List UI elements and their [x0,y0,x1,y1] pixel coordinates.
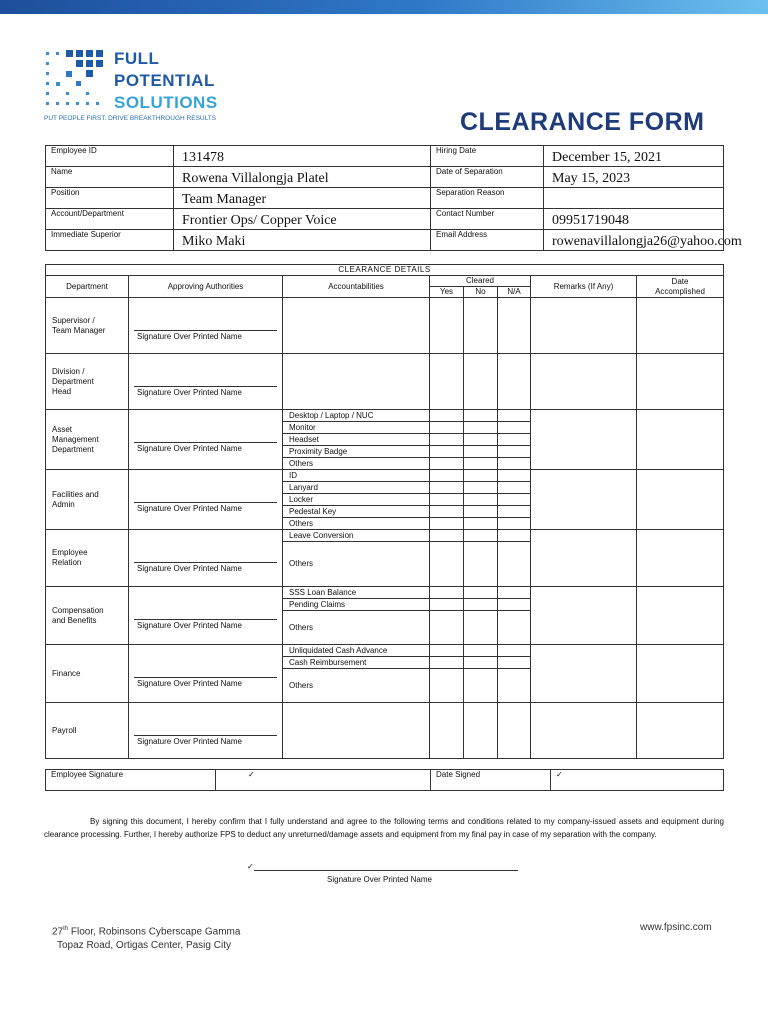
accountabilities-cell [283,587,430,645]
cleared-na-box[interactable] [498,530,530,542]
department-name-line: Head [52,386,72,396]
cleared-no-box-list [464,470,497,529]
cleared-yes-box[interactable] [430,422,463,434]
department-name-line: Team Manager [52,325,106,335]
department-cell [46,645,129,703]
info-value[interactable]: Rowena Villalongja Platel [174,167,431,188]
cleared-yes-box[interactable] [430,669,463,703]
accountability-item: Unliquidated Cash Advance [283,645,429,657]
accountability-item: Desktop / Laptop / NUC [283,410,429,422]
approving-authority-signature[interactable] [129,410,283,470]
cleared-na-box[interactable] [498,542,530,587]
accountability-item-list [283,587,429,644]
clearance-details-title: CLEARANCE DETAILS [46,265,724,276]
cleared-yes-box[interactable] [430,542,463,587]
cleared-no-cell[interactable] [464,470,498,530]
cleared-no-box-list [464,410,497,469]
signature-line [134,735,277,736]
cleared-yes-box[interactable] [430,599,463,611]
cleared-na-cell[interactable] [498,298,531,354]
cleared-yes-cell[interactable] [430,587,464,645]
department-name-line: Supervisor / [52,315,95,325]
approving-authority-signature[interactable] [129,645,283,703]
cleared-yes-box[interactable] [430,657,463,669]
employee-signature-field[interactable]: ✓ [216,770,431,791]
clearance-row [46,530,724,587]
cleared-no-box[interactable] [464,645,497,657]
approving-authority-signature[interactable] [129,298,283,354]
cleared-no-box[interactable] [464,518,497,530]
cleared-na-cell[interactable] [498,354,531,410]
date-signed-field[interactable]: ✓ [551,770,724,791]
department-cell [46,354,129,410]
cleared-no-box-list [464,530,497,586]
accountability-item: ID [283,470,429,482]
cleared-na-cell[interactable] [498,530,531,587]
cleared-yes-box-list [430,470,463,529]
accountability-item: Lanyard [283,482,429,494]
cleared-no-box[interactable] [464,434,497,446]
employee-signature-table [45,769,724,791]
cleared-no-box[interactable] [464,542,497,587]
top-accent-bar [0,0,768,14]
clearance-row [46,298,724,354]
cleared-yes-cell[interactable] [430,410,464,470]
approving-authority-signature[interactable] [129,703,283,759]
accountabilities-cell [283,530,430,587]
accountability-item-list [283,470,429,529]
cleared-na-box[interactable] [498,458,530,470]
company-name-line3: SOLUTIONS [114,93,218,112]
cleared-no-box-list [464,645,497,702]
cleared-yes-box-list [430,410,463,469]
remarks-cell[interactable] [531,645,637,703]
header-department: Department [46,276,129,298]
logo-dots-icon [44,50,108,112]
cleared-no-cell[interactable] [464,530,498,587]
clearance-row [46,470,724,530]
accountabilities-cell [283,354,430,410]
cleared-no-box[interactable] [464,506,497,518]
footer-floor-sup: th [63,926,69,932]
cleared-yes-box[interactable] [430,458,463,470]
signature-caption: Signature Over Printed Name [137,504,242,513]
date-accomplished-cell[interactable] [637,587,724,645]
approving-authority-signature[interactable] [129,530,283,587]
cleared-na-box[interactable] [498,645,530,657]
cleared-yes-box-list [430,530,463,586]
info-value[interactable]: rowenavillalongja26@yahoo.com [544,230,724,251]
cleared-na-box[interactable] [498,434,530,446]
header-remarks: Remarks (If Any) [531,276,637,298]
remarks-cell[interactable] [531,530,637,587]
accountability-item: Headset [283,434,429,446]
date-accomplished-cell[interactable] [637,354,724,410]
department-name-line: Payroll [52,725,77,735]
date-accomplished-cell[interactable] [637,410,724,470]
accountability-item-list [283,645,429,702]
date-accomplished-cell[interactable] [637,470,724,530]
cleared-yes-box[interactable] [430,410,463,422]
signature-caption: Signature Over Printed Name [137,444,242,453]
agreement-body: By signing this document, I hereby confirm that I fully understand and agree to the following terms and conditions related to my company-issued assets and equipment during clearance processing. Further, I hereby authorize FPS to deduct any unreturned/damage assets and equipment from my final pay in case of my separation with the company. [44,817,724,839]
cleared-no-cell[interactable] [464,298,498,354]
signature-line [134,619,277,620]
cleared-na-box[interactable] [498,587,530,599]
cleared-no-box[interactable] [464,657,497,669]
company-name-line1: FULL [114,49,160,68]
accountabilities-cell [283,298,430,354]
info-row [46,188,724,209]
accountability-item: Others [289,518,314,528]
cleared-yes-box[interactable] [430,530,463,542]
department-name-line: Relation [52,558,82,567]
cleared-no-cell[interactable] [464,354,498,410]
signature-line [134,562,277,563]
date-accomplished-cell[interactable] [637,645,724,703]
cleared-na-box[interactable] [498,446,530,458]
cleared-no-box[interactable] [464,458,497,470]
header-accountabilities: Accountabilities [283,276,430,298]
company-name-line2: POTENTIAL [114,71,215,90]
date-accomplished-cell[interactable] [637,530,724,587]
department-name-line: Management [52,434,99,444]
remarks-cell[interactable] [531,470,637,530]
info-value[interactable]: Miko Maki [174,230,431,251]
info-value[interactable]: Team Manager [174,188,431,209]
cleared-yes-box-list [430,645,463,702]
cleared-yes-box[interactable] [430,587,463,599]
cleared-no-box[interactable] [464,410,497,422]
cleared-yes-box[interactable] [430,645,463,657]
cleared-na-box-list [498,470,530,529]
footer-address [52,922,240,953]
cleared-na-cell[interactable] [498,703,531,759]
accountabilities-cell [283,470,430,530]
info-value[interactable]: 09951719048 [544,209,724,230]
cleared-na-box[interactable] [498,422,530,434]
department-cell [46,587,129,645]
cleared-na-box-list [498,645,530,702]
info-label: Immediate Superior [46,230,174,251]
accountability-item: SSS Loan Balance [283,587,429,599]
footer-floor-number: 27 [52,926,64,938]
header-approving-authorities: Approving Authorities [129,276,283,298]
cleared-na-box[interactable] [498,482,530,494]
header-date-line1: Date [671,276,689,286]
cleared-no-box[interactable] [464,530,497,542]
clearance-row [46,703,724,759]
info-label: Hiring Date [431,146,544,167]
cleared-no-box[interactable] [464,470,497,482]
signature-line [134,330,277,331]
remarks-cell[interactable] [531,587,637,645]
accountability-item-list [283,530,429,586]
department-cell [46,470,129,530]
info-row [46,209,724,230]
header-yes: Yes [430,287,464,298]
department-name-line: Facilities and [52,489,99,499]
footer-address-line2: Topaz Road, Ortigas Center, Pasig City [57,940,231,952]
header-cleared: Cleared [430,276,531,287]
clearance-row [46,587,724,645]
info-value[interactable]: December 15, 2021 [544,146,724,167]
department-name-line: Asset [52,424,73,434]
accountability-item-list [283,410,429,469]
cleared-na-cell[interactable] [498,470,531,530]
cleared-na-box[interactable] [498,518,530,530]
cleared-na-box[interactable] [498,470,530,482]
accountability-item: Others [289,458,314,468]
cleared-no-cell[interactable] [464,587,498,645]
accountability-item: Pending Claims [283,599,429,611]
remarks-cell[interactable] [531,410,637,470]
info-row [46,230,724,251]
department-cell [46,530,129,587]
cleared-na-box-list [498,530,530,586]
info-value[interactable] [544,188,724,209]
cleared-na-box[interactable] [498,657,530,669]
info-value[interactable]: Frontier Ops/ Copper Voice [174,209,431,230]
signature-caption: Signature Over Printed Name [137,679,242,688]
remarks-cell[interactable] [531,703,637,759]
cleared-no-box[interactable] [464,482,497,494]
clearance-row [46,354,724,410]
accountability-item: Others [289,680,314,690]
cleared-na-box-list [498,587,530,644]
bottom-signature-mark: ✓ [247,862,254,871]
cleared-no-box-list [464,587,497,644]
department-name-line: Compensation [52,605,104,615]
info-value[interactable]: 131478 [174,146,431,167]
accountabilities-cell [283,410,430,470]
signature-line [134,386,277,387]
accountability-item: Leave Conversion [283,530,429,542]
accountability-item: Others [289,559,314,568]
cleared-yes-box[interactable] [430,482,463,494]
accountabilities-cell [283,703,430,759]
cleared-yes-box[interactable] [430,494,463,506]
bottom-signature-line[interactable] [247,862,527,871]
signature-caption: Signature Over Printed Name [137,388,242,397]
cleared-yes-box[interactable] [430,470,463,482]
accountability-item: Cash Reimbursement [283,657,429,669]
clearance-details-table [45,264,724,759]
cleared-na-cell[interactable] [498,587,531,645]
accountability-item: Others [289,622,314,632]
agreement-text [44,815,724,841]
employee-info-table [45,145,742,251]
info-label: Date of Separation [431,167,544,188]
cleared-no-cell[interactable] [464,645,498,703]
approving-authority-signature[interactable] [129,354,283,410]
cleared-na-cell[interactable] [498,410,531,470]
department-cell [46,703,129,759]
cleared-na-box[interactable] [498,599,530,611]
cleared-no-cell[interactable] [464,410,498,470]
cleared-yes-cell[interactable] [430,298,464,354]
cleared-na-box[interactable] [498,506,530,518]
cleared-no-box[interactable] [464,587,497,599]
cleared-yes-cell[interactable] [430,703,464,759]
info-label: Contact Number [431,209,544,230]
accountability-item: Monitor [283,422,429,434]
date-accomplished-cell[interactable] [637,703,724,759]
clearance-row [46,410,724,470]
signature-line [134,502,277,503]
department-name-line: Employee [52,548,88,557]
cleared-yes-box[interactable] [430,506,463,518]
signature-line [134,677,277,678]
header-na: N/A [498,287,531,298]
signature-caption: Signature Over Printed Name [137,737,242,746]
cleared-no-box[interactable] [464,611,497,645]
cleared-yes-cell[interactable] [430,645,464,703]
info-label: Email Address [431,230,544,251]
accountabilities-cell [283,645,430,703]
info-label: Account/Department [46,209,174,230]
company-name [114,48,218,114]
cleared-yes-box[interactable] [430,611,463,645]
department-name-line: Department [52,444,94,454]
company-tagline: PUT PEOPLE FIRST. DRIVE BREAKTHROUGH RESULTS [44,115,217,122]
info-value[interactable]: May 15, 2023 [544,167,724,188]
accountability-item: Locker [283,494,429,506]
date-signed-label: Date Signed [431,770,551,791]
info-row [46,146,724,167]
info-label: Name [46,167,174,188]
cleared-no-box[interactable] [464,599,497,611]
clearance-row [46,645,724,703]
cleared-na-box[interactable] [498,611,530,645]
accountability-item: Pedestal Key [283,506,429,518]
cleared-no-cell[interactable] [464,703,498,759]
cleared-yes-box[interactable] [430,434,463,446]
cleared-na-box[interactable] [498,410,530,422]
remarks-cell[interactable] [531,298,637,354]
cleared-no-box[interactable] [464,422,497,434]
department-name-line: Department [52,376,94,386]
info-label: Employee ID [46,146,174,167]
department-cell [46,410,129,470]
cleared-yes-box[interactable] [430,518,463,530]
accountability-item: Proximity Badge [283,446,429,458]
info-label: Separation Reason [431,188,544,209]
cleared-na-box[interactable] [498,669,530,703]
footer-website[interactable]: www.fpsinc.com [640,922,712,933]
signature-caption: Signature Over Printed Name [137,332,242,341]
cleared-no-box[interactable] [464,494,497,506]
approving-authority-signature[interactable] [129,470,283,530]
cleared-no-box[interactable] [464,446,497,458]
cleared-yes-cell[interactable] [430,530,464,587]
signature-caption: Signature Over Printed Name [137,564,242,573]
bottom-signature-caption: Signature Over Printed Name [327,875,432,884]
info-label: Position [46,188,174,209]
department-cell [46,298,129,354]
department-name-line: Division / [52,366,85,376]
department-name-line: Finance [52,668,81,678]
cleared-no-box[interactable] [464,669,497,703]
cleared-na-cell[interactable] [498,645,531,703]
cleared-yes-box[interactable] [430,446,463,458]
approving-authority-signature[interactable] [129,587,283,645]
department-name-line: Admin [52,499,75,509]
signature-caption: Signature Over Printed Name [137,621,242,630]
cleared-yes-box-list [430,587,463,644]
header-no: No [464,287,498,298]
department-name-line: and Benefits [52,615,97,625]
remarks-cell[interactable] [531,354,637,410]
cleared-yes-cell[interactable] [430,470,464,530]
date-accomplished-cell[interactable] [637,298,724,354]
header-date-accomplished [637,276,724,298]
company-logo [44,48,244,128]
signature-line [134,442,277,443]
footer-address-line1: Floor, Robinsons Cyberscape Gamma [68,926,241,938]
cleared-na-box[interactable] [498,494,530,506]
cleared-na-box-list [498,410,530,469]
cleared-yes-cell[interactable] [430,354,464,410]
info-row [46,167,724,188]
header-date-line2: Accomplished [655,286,705,296]
employee-signature-label: Employee Signature [46,770,216,791]
form-title: CLEARANCE FORM [460,108,705,136]
